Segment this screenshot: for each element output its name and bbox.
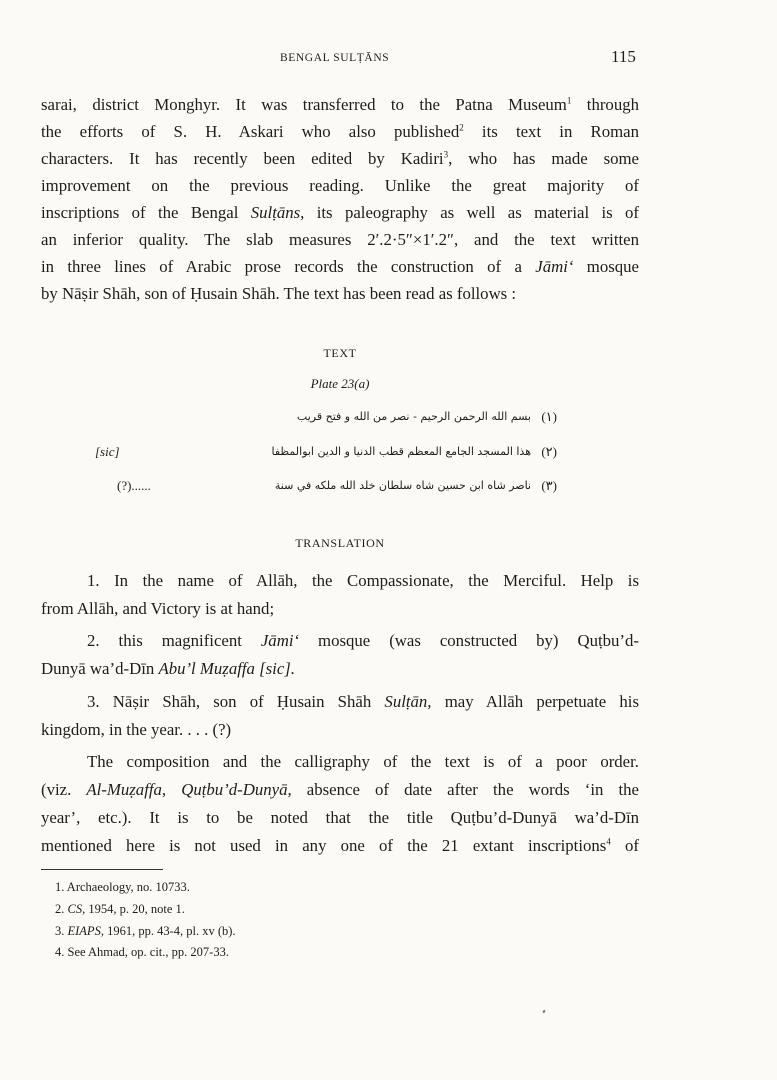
commentary-paragraph: [41, 748, 639, 860]
text-heading: TEXT: [323, 346, 357, 360]
arabic-text: هذا المسجد الجامع المعظم قطب الدنيا و الدين ابوالمظفا: [271, 445, 531, 458]
translation-item-1: [41, 567, 639, 623]
translation-heading: TRANSLATION: [295, 536, 385, 550]
intro-line: in three lines of Arabic prose records the construction of a Jāmi‘ mosque: [41, 257, 640, 276]
footnote-ref: 3: [443, 149, 449, 160]
commentary-line: mentioned here is not used in any one of the 21 extant inscriptions$^4$ of: [41, 836, 639, 855]
paper-speck: [542, 1010, 545, 1014]
footnote-ref: 2: [459, 122, 464, 133]
page-number: 115: [611, 47, 636, 66]
arabic-text: ناصر شاه ابن حسين شاه سلطان خلد الله ملكه في سنة: [274, 479, 531, 492]
commentary-line: The composition and the calligraphy of the text is of a poor order.: [87, 752, 639, 771]
plate-label: Plate 23(a): [310, 376, 370, 391]
intro-line: sarai, district Monghyr. It was transferred to the Patna Museum$^1$ through: [41, 95, 639, 114]
intro-line: the efforts of S. H. Askari who also published$^2$ its text in Roman: [41, 122, 639, 141]
line-number: (٣): [541, 478, 557, 493]
footnote-ref: 4: [606, 836, 611, 847]
intro-line: inscriptions of the Bengal Sulṭāns, its paleography as well as material is of: [41, 203, 639, 222]
footnote-3: 3. EIAPS, 1961, pp. 43-4, pl. xv (b).: [55, 924, 236, 938]
footnote-4: 4. See Ahmad, op. cit., pp. 207-33.: [55, 945, 229, 959]
sic-note: [sic]: [95, 444, 120, 459]
intro-line: characters. It has recently been edited by Kadiri$^3$, who has made some: [41, 149, 639, 168]
translation-line: from Allāh, and Victory is at hand;: [41, 599, 275, 618]
translation-line: 3. Nāṣir Shāh, son of Ḥusain Shāh Sulṭān, may Allāh perpetuate his: [87, 692, 639, 711]
commentary-line: year’, etc.). It is to be noted that the title Quṭbu’d-Dunyā wa’d-Dīn: [41, 808, 639, 827]
intro-line: an inferior quality. The slab measures 2′.2·5″×1′.2″, and the text written: [41, 230, 639, 249]
footnote-ref: 1: [566, 95, 572, 106]
intro-line: improvement on the previous reading. Unlike the great majority of: [41, 176, 639, 195]
translation-line: kingdom, in the year. . . . (?): [41, 720, 232, 739]
footnote-2: 2. CS, 1954, p. 20, note 1.: [55, 902, 185, 916]
footnote-divider: [41, 869, 163, 870]
translation-line: Dunyā wa’d-Dīn Abu’l Muẓaffa [sic].: [41, 659, 296, 678]
translation-item-3: [41, 688, 639, 744]
line-number: (٢): [541, 444, 557, 459]
uncertain-note: (?)......: [117, 478, 151, 493]
commentary-line: (viz. Al-Muẓaffa, Quṭbu’d-Dunyā, absence of date after the words ‘in the: [41, 780, 640, 799]
footnote-1: 1. Archaeology, no. 10733.: [55, 880, 190, 894]
translation-item-2: [41, 627, 639, 683]
translation-line: 1. In the name of Allāh, the Compassionate, the Merciful. Help is: [87, 571, 639, 590]
translation-line: 2. this magnificent Jāmi‘ mosque (was constructed by) Quṭbu’d-: [87, 631, 639, 650]
intro-paragraph: [41, 91, 639, 307]
line-number: (١): [541, 409, 557, 424]
intro-line: by Nāṣir Shāh, son of Ḥusain Shāh. The text has been read as follows :: [41, 284, 517, 303]
arabic-text: بسم الله الرحمن الرحيم - نصر من الله و فتح قريب: [296, 410, 531, 423]
running-title: BENGAL SULṬĀNS: [280, 52, 390, 64]
